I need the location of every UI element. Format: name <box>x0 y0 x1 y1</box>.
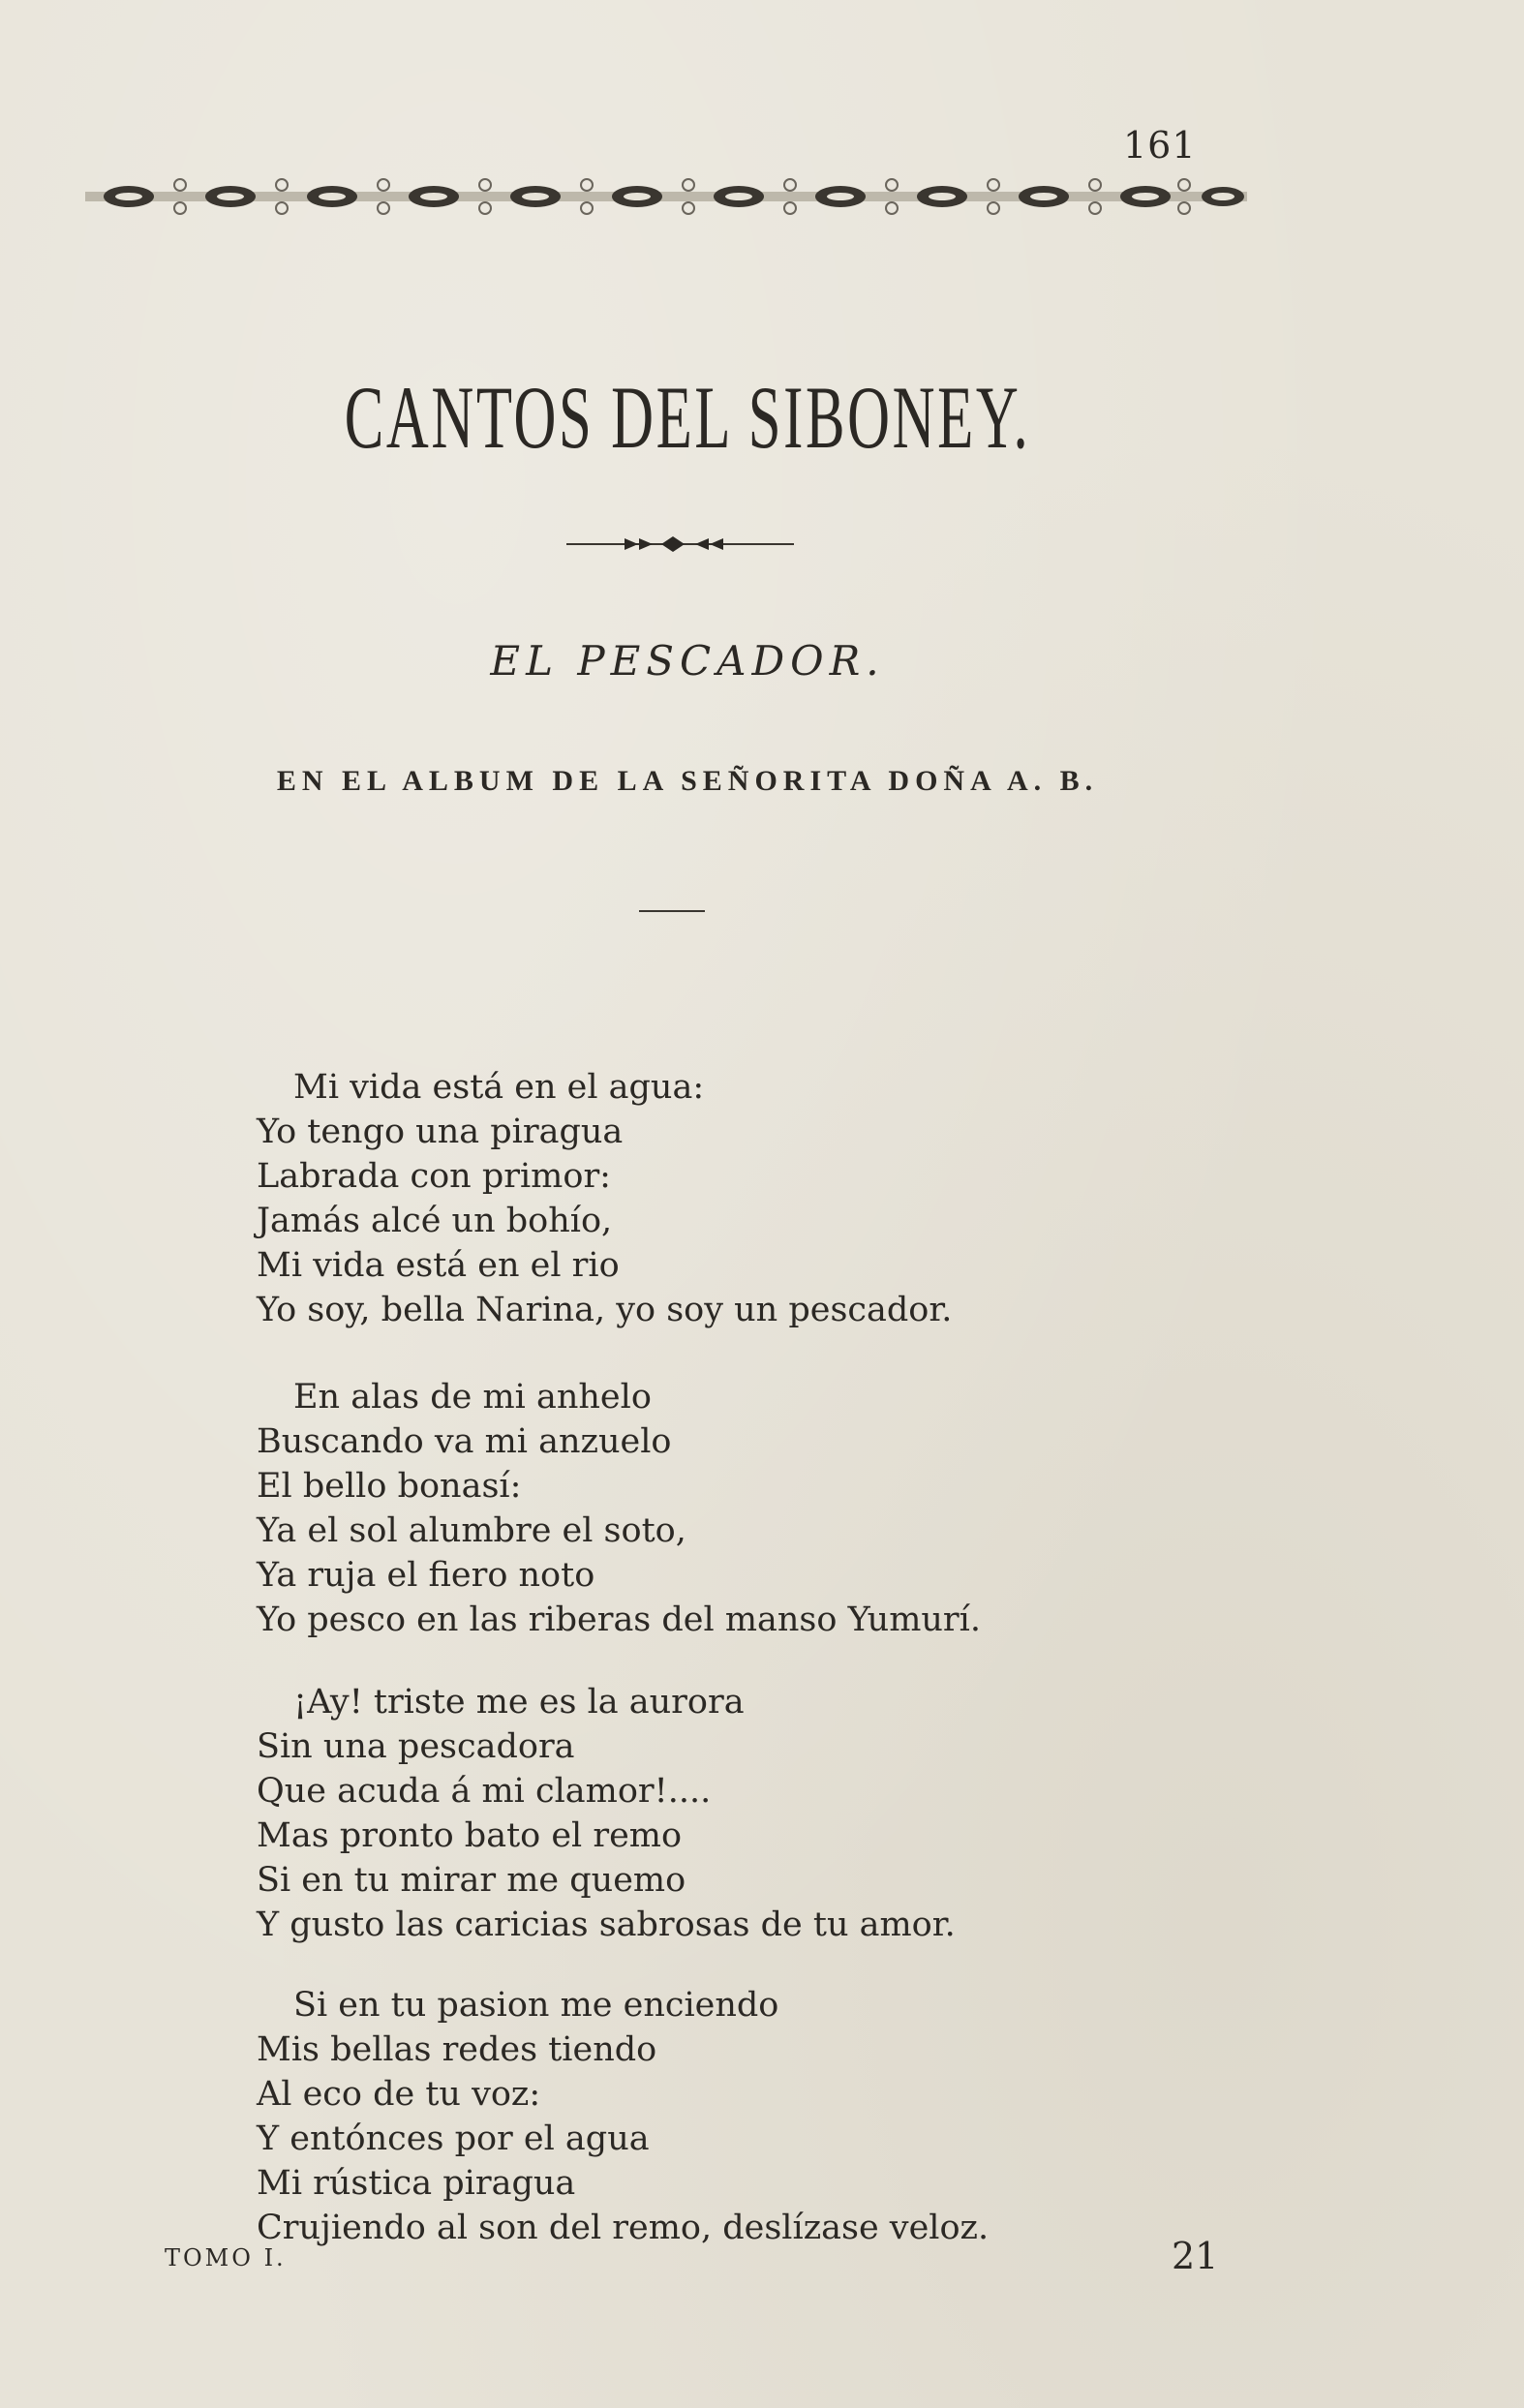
verse-line: Yo pesco en las riberas del manso Yumurí. <box>257 1600 981 1639</box>
stanza <box>257 1983 989 2250</box>
stanza <box>257 1375 981 1642</box>
poem-title: EL PESCADOR. <box>490 637 885 685</box>
verse-line: Yo tengo una piragua <box>257 1113 624 1151</box>
verse-line: Buscando va mi anzuelo <box>257 1422 672 1461</box>
signature-number: 21 <box>1172 2235 1219 2277</box>
stanza <box>257 1065 952 1332</box>
verse-line: Y entónces por el agua <box>257 2119 650 2158</box>
decorative-border-ornament <box>85 172 1247 221</box>
verse-line: Mi rústica piragua <box>257 2164 576 2203</box>
verse-line: Ya ruja el fiero noto <box>257 1556 595 1595</box>
verse-line: Si en tu mirar me quemo <box>257 1861 686 1900</box>
title-divider-ornament <box>566 533 794 556</box>
verse-line: Que acuda á mi clamor!.... <box>257 1772 712 1811</box>
stanza <box>257 1680 956 1947</box>
page-title: CANTOS DEL SIBONEY. <box>344 368 1031 467</box>
verse-line: Labrada con primor: <box>257 1157 611 1196</box>
verse-line: Al eco de tu voz: <box>257 2075 541 2114</box>
verse-line: Jamás alcé un bohío, <box>257 1202 613 1240</box>
verse-line: Crujiendo al son del remo, deslízase veloz. <box>257 2209 990 2247</box>
verse-line: Sin una pescadora <box>257 1727 575 1766</box>
verse-line: Mi vida está en el agua: <box>293 1068 705 1107</box>
verse-line: Si en tu pasion me enciendo <box>293 1986 779 2025</box>
verse-line: El bello bonasí: <box>257 1467 522 1506</box>
verse-line: Mi vida está en el rio <box>257 1246 620 1285</box>
section-rule <box>639 910 705 912</box>
volume-footer: TOMO I. <box>165 2244 287 2271</box>
verse-line: Ya el sol alumbre el soto, <box>257 1511 686 1550</box>
verse-line: Mas pronto bato el remo <box>257 1816 683 1855</box>
verse-line: Yo soy, bella Narina, yo soy un pescador. <box>257 1291 953 1329</box>
verse-line: En alas de mi anhelo <box>293 1378 652 1417</box>
verse-line: ¡Ay! triste me es la aurora <box>293 1683 745 1722</box>
verse-line: Y gusto las caricias sabrosas de tu amor. <box>257 1905 956 1944</box>
verse-line: Mis bellas redes tiendo <box>257 2030 657 2069</box>
page-number: 161 <box>1123 124 1197 167</box>
dedication: EN EL ALBUM DE LA SEÑORITA DOÑA A. B. <box>276 765 1099 797</box>
